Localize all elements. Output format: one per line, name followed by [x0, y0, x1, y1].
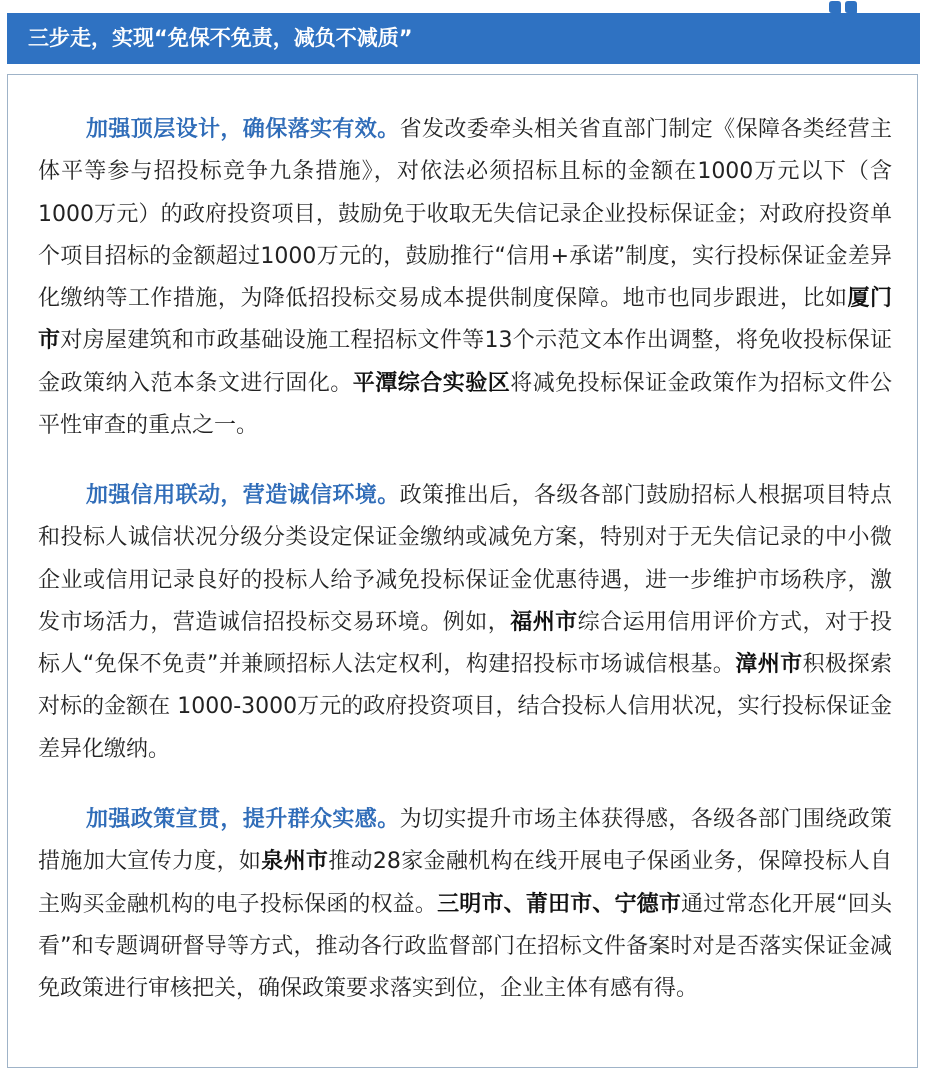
city-name: 福州市: [510, 609, 578, 635]
article-body: [7, 74, 918, 1068]
paragraph-text: 对房屋建筑和市政基础设施工程招标文件等13个示范文本作出调整，将免收投标保证金政策纳入范本条文进行固化。: [38, 328, 892, 396]
quote-icon: [826, 0, 860, 26]
paragraph-text: 推动28家金融机构在线开展电子保函业务，保障投标人自主购买金融机构的电子投标保函的权益。: [38, 849, 892, 917]
city-name: 平潭综合实验区: [352, 370, 511, 396]
section-header: [7, 13, 920, 64]
city-name: 漳州市: [735, 652, 803, 678]
paragraph-text: 将减免投标保证金政策作为招标文件公平性审查的重点之一。: [38, 370, 892, 439]
paragraph-lead: 加强信用联动，营造诚信环境。: [86, 483, 400, 508]
paragraph-text: 综合运用信用评价方式，对于投标人“免保不免责”并兼顾招标人法定权利，构建招投标市场诚信根基。: [38, 609, 892, 678]
city-name: 泉州市: [261, 849, 329, 875]
paragraph-text: 积极探索对标的金额在 1000-3000万元的政府投资项目，结合投标人信用状况，实行投标保证金差异化缴纳。: [38, 652, 892, 762]
paragraph-policy-publicity: [38, 799, 892, 1010]
paragraph-credit-linkage: [38, 475, 892, 771]
city-name: 三明市、莆田市、宁德市: [437, 891, 682, 917]
city-name: 厦门市: [38, 286, 892, 354]
section-title: 三步走，实现“免保不免责，减负不减质”: [28, 26, 413, 50]
paragraph-lead: 加强顶层设计，确保落实有效。: [86, 117, 400, 142]
paragraph-top-level-design: [38, 109, 892, 447]
paragraph-text: 省发改委牵头相关省直部门制定《保障各类经营主体平等参与招投标竞争九条措施》，对依法必须招标且标的金额在1000万元以下（含1000万元）的政府投资项目，鼓励免于收取无失信记录企业投标保证金；对政府投资单个项目招标的金额超过1000万元的，鼓励推行“信用+承诺”制度，实行投标保证金差异化缴纳等工作措施，为降低招投标交易成本提供制度保障。地市也同步跟进，比如: [38, 117, 892, 312]
paragraph-text: 通过常态化开展“回头看”和专题调研督导等方式，推动各行政监督部门在招标文件备案时对是否落实保证金减免政策进行审核把关，确保政策要求落实到位，企业主体有感有得。: [38, 891, 892, 1002]
paragraph-text: 为切实提升市场主体获得感，各级各部门围绕政策措施加大宣传力度，如: [38, 807, 892, 875]
paragraph-lead: 加强政策宣贯，提升群众实感。: [86, 807, 400, 832]
paragraph-text: 政策推出后，各级各部门鼓励招标人根据项目特点和投标人诚信状况分级分类设定保证金缴纳或减免方案，特别对于无失信记录的中小微企业或信用记录良好的投标人给予减免投标保证金优惠待遇，进一步维护市场秩序，激发市场活力，营造诚信招投标交易环境。例如，: [38, 483, 892, 635]
